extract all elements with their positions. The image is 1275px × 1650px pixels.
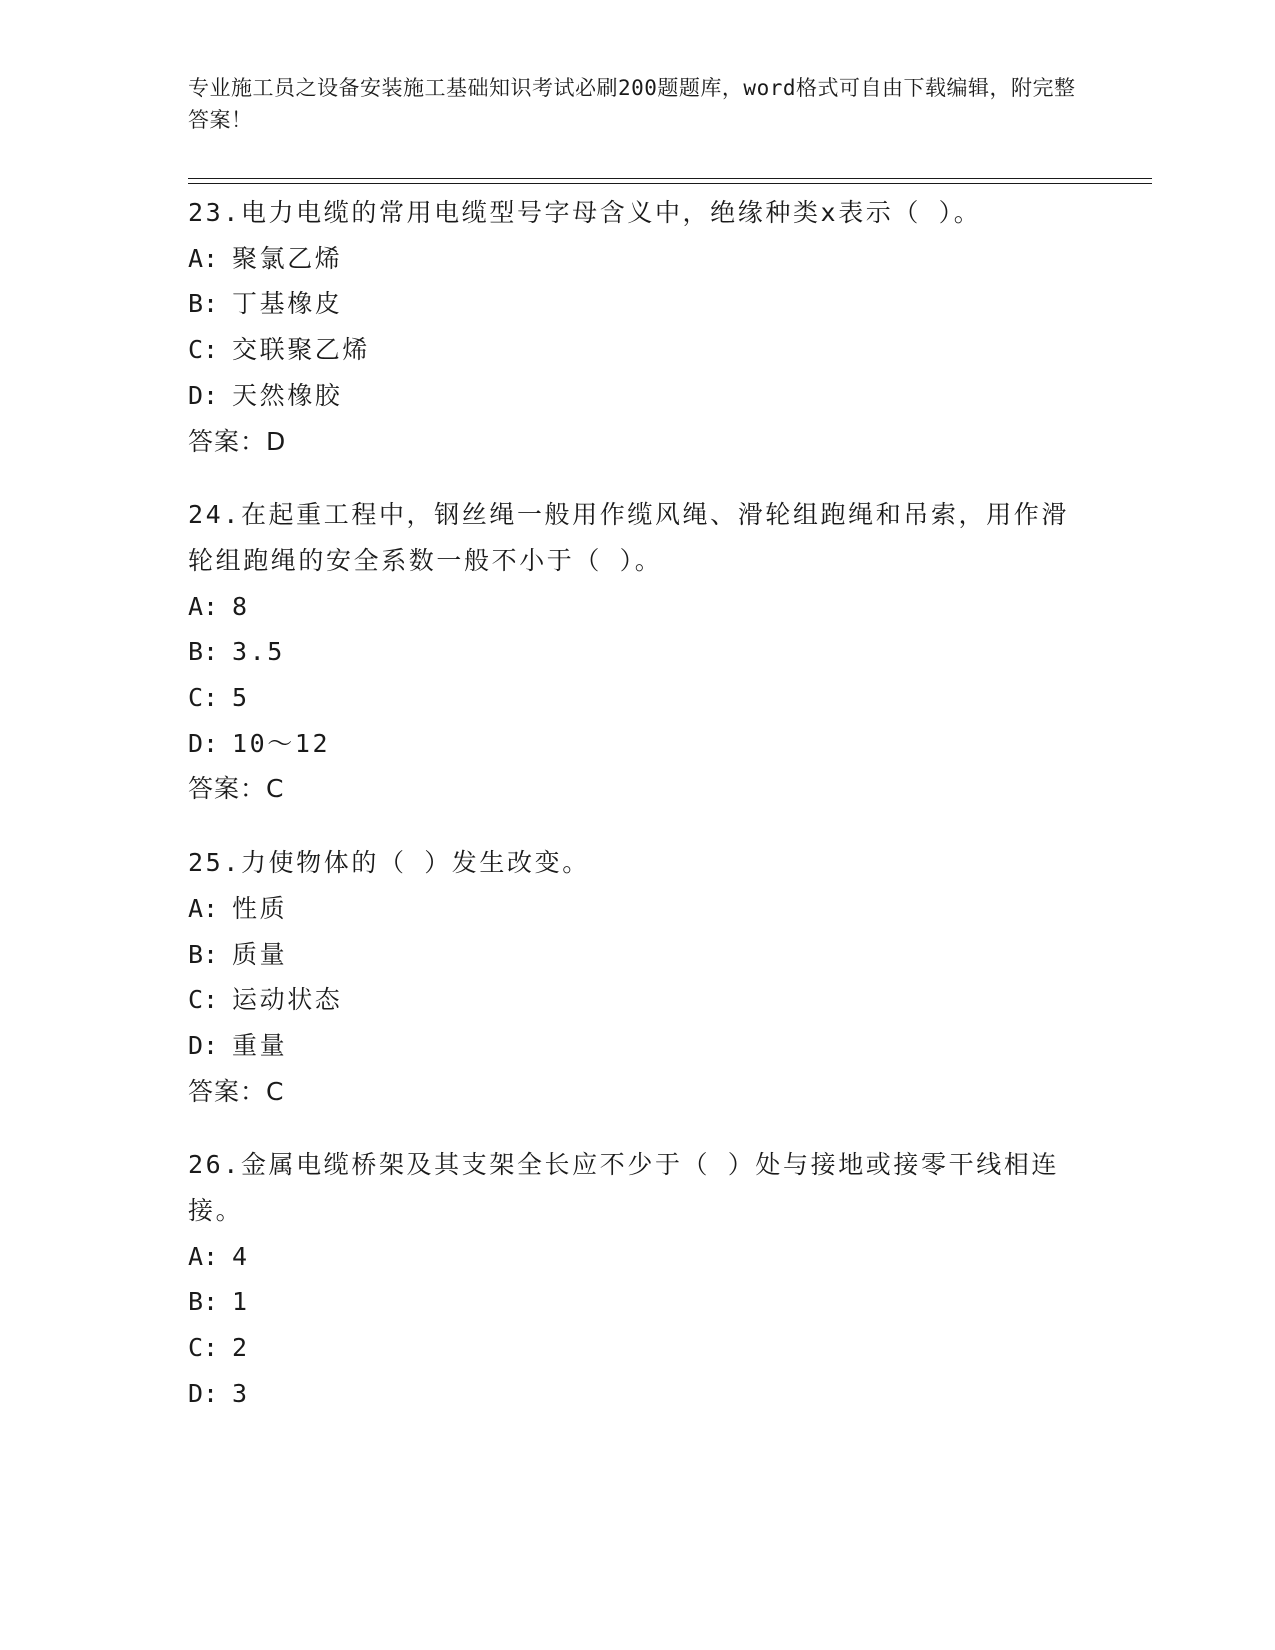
option-a (188, 236, 1088, 282)
option-text: 3.5 (232, 637, 285, 667)
option-text: 4 (232, 1241, 250, 1271)
option-b (188, 629, 1088, 675)
option-letter: B: (188, 1287, 219, 1317)
option-d (188, 373, 1088, 419)
question-23 (188, 190, 1088, 464)
option-b (188, 1279, 1088, 1325)
question-text: 26.金属电缆桥架及其支架全长应不少于（ ）处与接地或接零干线相连接。 (188, 1150, 1060, 1226)
option-text: 8 (232, 591, 250, 621)
option-text: 交联聚乙烯 (232, 335, 371, 365)
option-letter: C: (188, 335, 219, 365)
option-text: 天然橡胶 (232, 380, 343, 410)
option-a (188, 584, 1088, 630)
option-d (188, 1371, 1088, 1417)
option-c (188, 1325, 1088, 1371)
answer-line: 答案：D (188, 426, 287, 456)
question-text: 23.电力电缆的常用电缆型号字母含义中，绝缘种类x表示（ ）。 (188, 198, 982, 227)
option-letter: A: (188, 893, 219, 923)
option-a (188, 886, 1088, 932)
option-c (188, 327, 1088, 373)
option-letter: A: (188, 591, 219, 621)
option-letter: D: (188, 1378, 219, 1408)
option-text: 质量 (232, 939, 288, 969)
option-letter: A: (188, 1241, 219, 1271)
option-text: 3 (232, 1378, 250, 1408)
option-letter: A: (188, 243, 219, 273)
option-letter: B: (188, 939, 219, 969)
option-letter: D: (188, 380, 219, 410)
option-letter: C: (188, 985, 219, 1015)
question-26 (188, 1142, 1088, 1416)
option-letter: B: (188, 637, 219, 667)
header-divider-bottom (188, 183, 1152, 184)
option-letter: C: (188, 1333, 219, 1363)
option-b (188, 281, 1088, 327)
question-text: 24.在起重工程中，钢丝绳一般用作缆风绳、滑轮组跑绳和吊索，用作滑轮组跑绳的安全系数一般不小于（ ）。 (188, 500, 1069, 575)
question-text: 25.力使物体的（ ）发生改变。 (188, 848, 590, 878)
option-c (188, 977, 1088, 1023)
option-letter: B: (188, 289, 219, 319)
option-letter: C: (188, 683, 219, 713)
answer-line: 答案：C (188, 1076, 285, 1106)
option-text: 重量 (232, 1030, 288, 1060)
option-d (188, 1023, 1088, 1069)
option-text: 丁基橡皮 (232, 289, 343, 319)
option-letter: D: (188, 1030, 219, 1060)
option-text: 10～12 (232, 728, 331, 758)
option-b (188, 932, 1088, 978)
header-divider-top (188, 178, 1152, 179)
option-letter: D: (188, 728, 219, 758)
option-text: 5 (232, 683, 250, 713)
option-text: 性质 (232, 893, 288, 923)
option-d (188, 721, 1088, 767)
answer-line: 答案：C (188, 774, 285, 804)
question-list (188, 190, 1088, 1445)
option-text: 运动状态 (232, 985, 343, 1015)
option-text: 1 (232, 1287, 250, 1317)
question-25 (188, 840, 1088, 1114)
option-a (188, 1234, 1088, 1280)
option-text: 2 (232, 1333, 250, 1363)
question-24 (188, 492, 1088, 812)
option-text: 聚氯乙烯 (232, 243, 343, 273)
document-title: 专业施工员之设备安装施工基础知识考试必刷200题题库，word格式可自由下载编辑，附完整答案！ (188, 76, 1076, 132)
option-c (188, 675, 1088, 721)
